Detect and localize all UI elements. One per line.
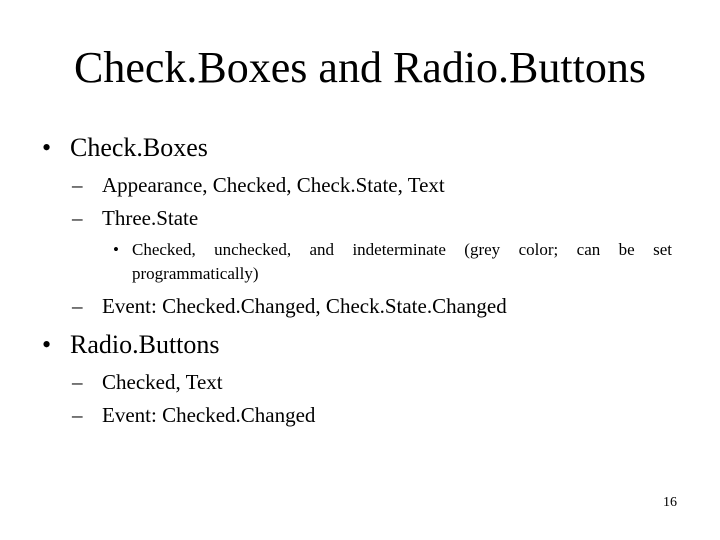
bullet-marker: • (42, 330, 52, 359)
sub-bullet-text: Checked, Text (102, 370, 223, 394)
bullet-text: Radio.Buttons (70, 330, 220, 359)
sub-bullet-text: Event: Checked.Changed (102, 403, 316, 427)
dash-marker: – (72, 206, 83, 230)
sub-bullet-threestate (72, 205, 198, 231)
sub-bullet-text: Appearance, Checked, Check.State, Text (102, 173, 445, 197)
bullet-checkboxes (42, 133, 208, 163)
sub-bullet-text: Three.State (102, 206, 199, 230)
sub-sub-bullet-text: Checked, unchecked, and indeterminate (grey color; can be set programmatically) (132, 240, 672, 283)
page-number: 16 (663, 495, 677, 510)
sub-bullet-text: Event: Checked.Changed, Check.State.Changed (102, 294, 507, 318)
bullet-marker-small: • (113, 240, 119, 259)
bullet-radiobuttons (42, 330, 220, 360)
dash-marker: – (72, 294, 83, 318)
dash-marker: – (72, 173, 83, 197)
slide-title: Check.Boxes and Radio.Buttons (74, 43, 646, 92)
sub-bullet-properties (72, 172, 445, 198)
bullet-marker: • (42, 133, 52, 162)
bullet-text: Check.Boxes (70, 133, 208, 162)
sub-bullet-radio-events (72, 402, 315, 428)
dash-marker: – (72, 403, 83, 427)
dash-marker: – (72, 370, 83, 394)
sub-bullet-checkbox-events (72, 293, 507, 319)
sub-bullet-radio-properties (72, 369, 223, 395)
